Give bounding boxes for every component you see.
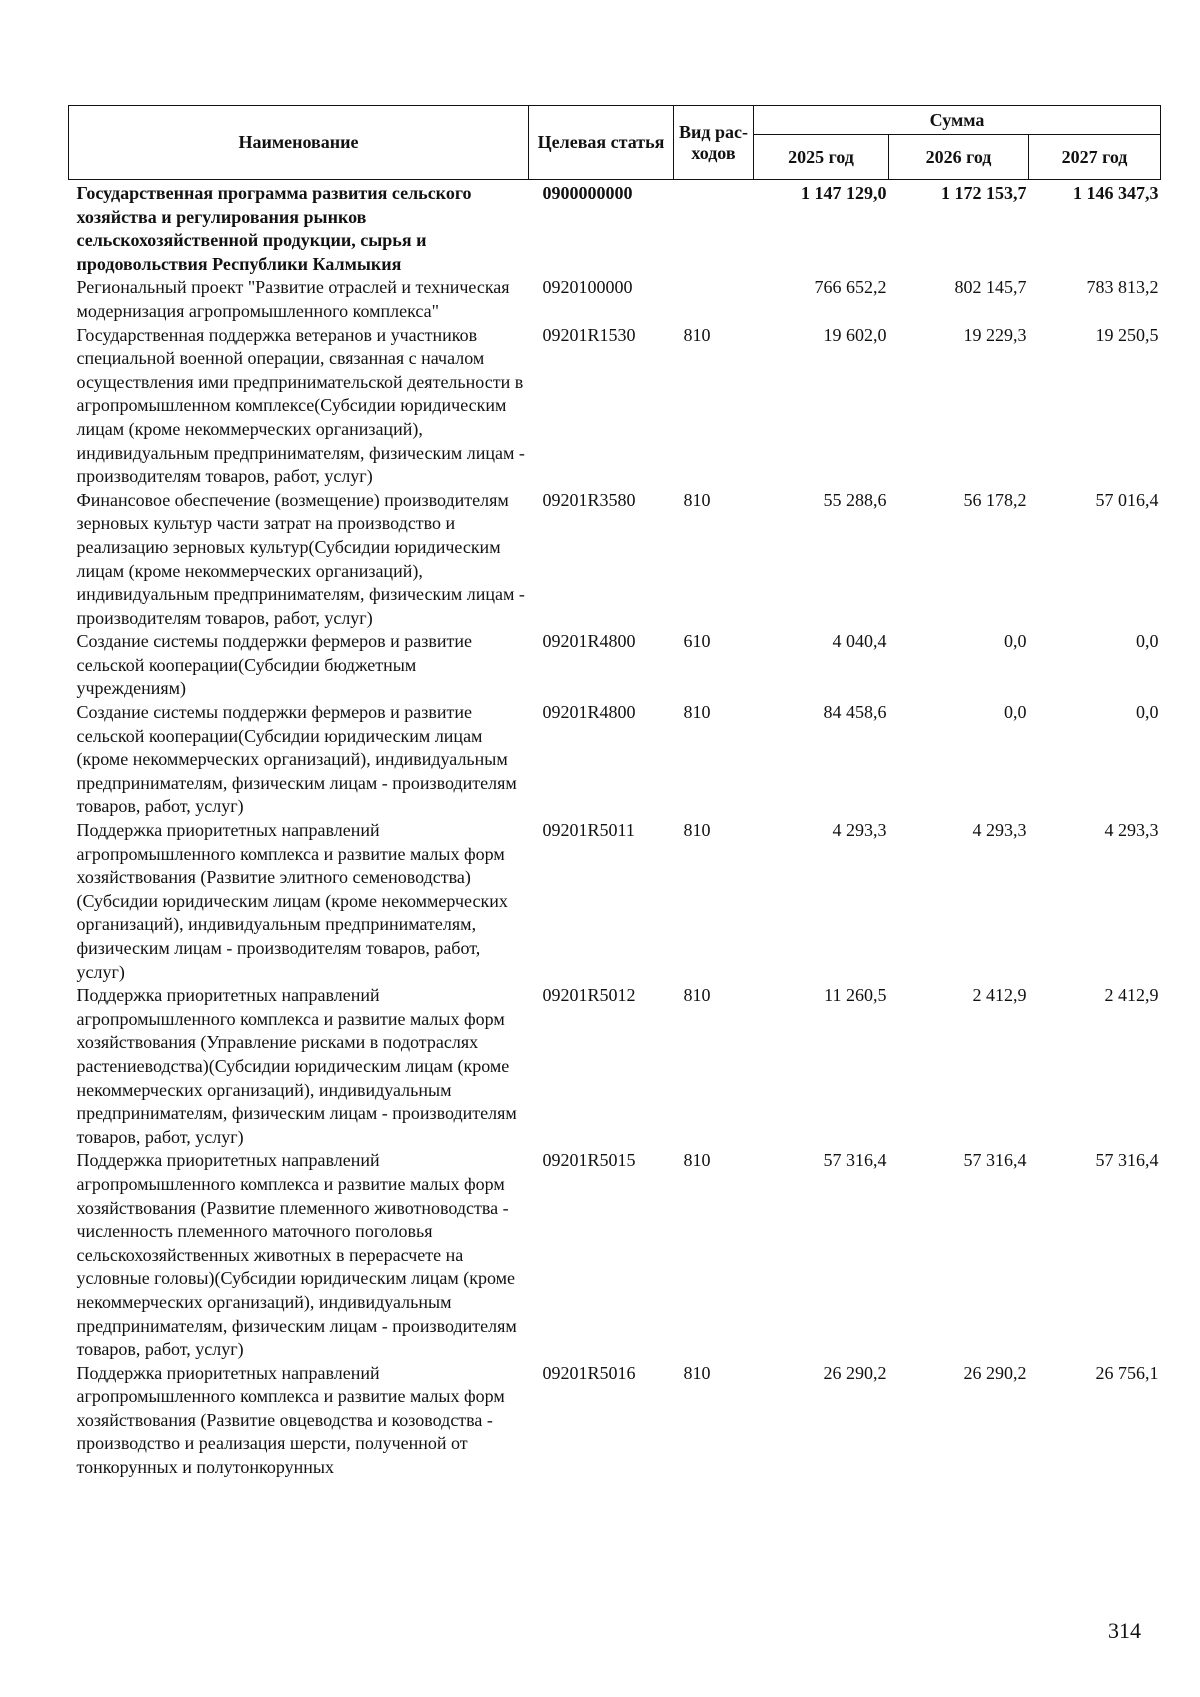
row-amount-2026: 4 293,3 (972, 820, 1027, 841)
row-amount-2025: 4 040,4 (832, 631, 887, 652)
table-row (69, 1149, 1161, 1361)
row-code: 09201R5015 (542, 1150, 636, 1171)
row-amount-2025: 4 293,3 (832, 820, 887, 841)
row-amount-2027: 1 146 347,3 (1073, 183, 1159, 203)
row-kind (674, 276, 754, 323)
row-amount-2027: 783 813,2 (1086, 277, 1159, 298)
row-name: Создание системы поддержки фермеров и развитие сельской кооперации(Субсидии бюджетным учреждениям) (76, 631, 472, 699)
row-code: 09201R1530 (542, 324, 636, 345)
table-row (69, 180, 1161, 277)
header-code: Целевая статья (529, 106, 674, 180)
row-code: 09201R3580 (542, 489, 636, 510)
header-kind: Вид рас-ходов (674, 106, 754, 180)
row-amount-2027: 57 316,4 (1095, 1150, 1159, 1171)
row-amount-2025: 766 652,2 (814, 277, 887, 298)
row-name: Поддержка приоритетных направлений агропромышленного комплекса и развитие малых форм хозяйствования (Управление рисками в подотраслях растениеводства)(Субсидии юридическим лицам (кроме некоммерческих организаций), индивидуальным предпринимателям, физическим лицам - производителям товаров, работ, услуг) (76, 985, 517, 1147)
row-code: 09201R5016 (542, 1362, 636, 1383)
row-name: Поддержка приоритетных направлений агропромышленного комплекса и развитие малых форм хозяйствования (Развитие овцеводства и козоводства - производство и реализация шерсти, полученной от тонкорунных и полутонкорунных (76, 1362, 505, 1478)
row-amount-2025: 26 290,2 (823, 1362, 887, 1383)
row-kind: 810 (683, 820, 711, 841)
row-kind: 610 (683, 631, 711, 652)
table-row (69, 984, 1161, 1149)
row-kind: 810 (683, 985, 711, 1006)
row-amount-2027: 4 293,3 (1104, 820, 1159, 841)
row-amount-2027: 2 412,9 (1104, 985, 1159, 1006)
row-code: 09201R5011 (542, 820, 635, 841)
header-sum: Сумма (754, 106, 1161, 135)
row-kind: 810 (683, 1150, 711, 1171)
row-code: 09201R4800 (542, 631, 636, 652)
row-amount-2026: 0,0 (1004, 631, 1027, 652)
row-name: Региональный проект "Развитие отраслей и техническая модернизация агропромышленного комплекса" (76, 277, 510, 321)
row-amount-2025: 55 288,6 (823, 489, 887, 510)
row-amount-2026: 802 145,7 (954, 277, 1027, 298)
row-amount-2027: 26 756,1 (1095, 1362, 1159, 1383)
row-code: 0900000000 (542, 183, 633, 203)
row-amount-2026: 57 316,4 (963, 1150, 1027, 1171)
row-code: 0920100000 (542, 277, 633, 298)
row-name: Государственная поддержка ветеранов и участников специальной военной операции, связанная с началом осуществления ими предпринимательской деятельности в агропромышленном комплексе(Субсидии юридическим лицам (кроме некоммерческих организаций), индивидуальным предпринимателям, физическим лицам - производителям товаров, работ, услуг) (76, 324, 525, 487)
table-row (69, 276, 1161, 323)
table-row (69, 489, 1161, 631)
row-kind: 810 (683, 702, 711, 723)
table-row (69, 324, 1161, 489)
header-name: Наименование (69, 106, 529, 180)
row-amount-2026: 19 229,3 (963, 324, 1027, 345)
budget-table (68, 105, 1161, 1480)
row-code: 09201R4800 (542, 702, 636, 723)
row-name: Финансовое обеспечение (возмещение) производителям зерновых культур части затрат на производство и реализацию зерновых культур(Субсидии юридическим лицам (кроме некоммерческих организаций), индивидуальным предпринимателям, физическим лицам - производителям товаров, работ, услуг) (76, 489, 525, 628)
header-year-2027: 2027 год (1029, 135, 1161, 180)
row-amount-2026: 56 178,2 (963, 489, 1027, 510)
row-amount-2025: 57 316,4 (823, 1150, 887, 1171)
row-name: Поддержка приоритетных направлений агропромышленного комплекса и развитие малых форм хозяйствования (Развитие элитного семеноводства)(Субсидии юридическим лицам (кроме некоммерческих организаций), индивидуальным предпринимателям, физическим лицам - производителям товаров, работ, услуг) (76, 820, 508, 982)
row-amount-2025: 84 458,6 (823, 702, 887, 723)
budget-table-wrapper (68, 105, 1160, 1480)
row-amount-2026: 26 290,2 (963, 1362, 1027, 1383)
row-amount-2027: 57 016,4 (1095, 489, 1159, 510)
table-row (69, 1362, 1161, 1480)
row-name: Государственная программа развития сельского хозяйства и регулирования рынков сельскохозяйственной продукции, сырья и продовольствия Республики Калмыкия (76, 183, 472, 274)
table-row (69, 630, 1161, 701)
row-kind: 810 (683, 324, 711, 345)
row-amount-2025: 11 260,5 (824, 985, 887, 1006)
header-year-2026: 2026 год (889, 135, 1029, 180)
row-amount-2026: 0,0 (1004, 702, 1027, 723)
row-amount-2026: 2 412,9 (972, 985, 1027, 1006)
row-kind: 810 (683, 489, 711, 510)
row-amount-2025: 1 147 129,0 (801, 183, 887, 203)
row-amount-2026: 1 172 153,7 (941, 183, 1027, 203)
row-code: 09201R5012 (542, 985, 636, 1006)
row-amount-2027: 19 250,5 (1095, 324, 1159, 345)
row-name: Поддержка приоритетных направлений агропромышленного комплекса и развитие малых форм хозяйствования (Развитие племенного животноводства - численность племенного маточного поголовья сельскохозяйственных животных в перерасчете на условные головы)(Субсидии юридическим лицам (кроме некоммерческих организаций), индивидуальным предпринимателям, физическим лицам - производителям товаров, работ, услуг) (76, 1150, 517, 1360)
table-row (69, 701, 1161, 819)
table-header (69, 106, 1161, 180)
row-kind: 810 (683, 1362, 711, 1383)
row-amount-2027: 0,0 (1136, 631, 1159, 652)
table-row (69, 819, 1161, 984)
header-year-2025: 2025 год (754, 135, 889, 180)
row-amount-2025: 19 602,0 (823, 324, 887, 345)
row-amount-2027: 0,0 (1136, 702, 1159, 723)
row-kind (674, 180, 754, 277)
table-body (69, 180, 1161, 1480)
page-number: 314 (1108, 1618, 1141, 1643)
row-name: Создание системы поддержки фермеров и развитие сельской кооперации(Субсидии юридическим лицам (кроме некоммерческих организаций), индивидуальным предпринимателям, физическим лицам - производителям товаров, работ, услуг) (76, 702, 517, 817)
